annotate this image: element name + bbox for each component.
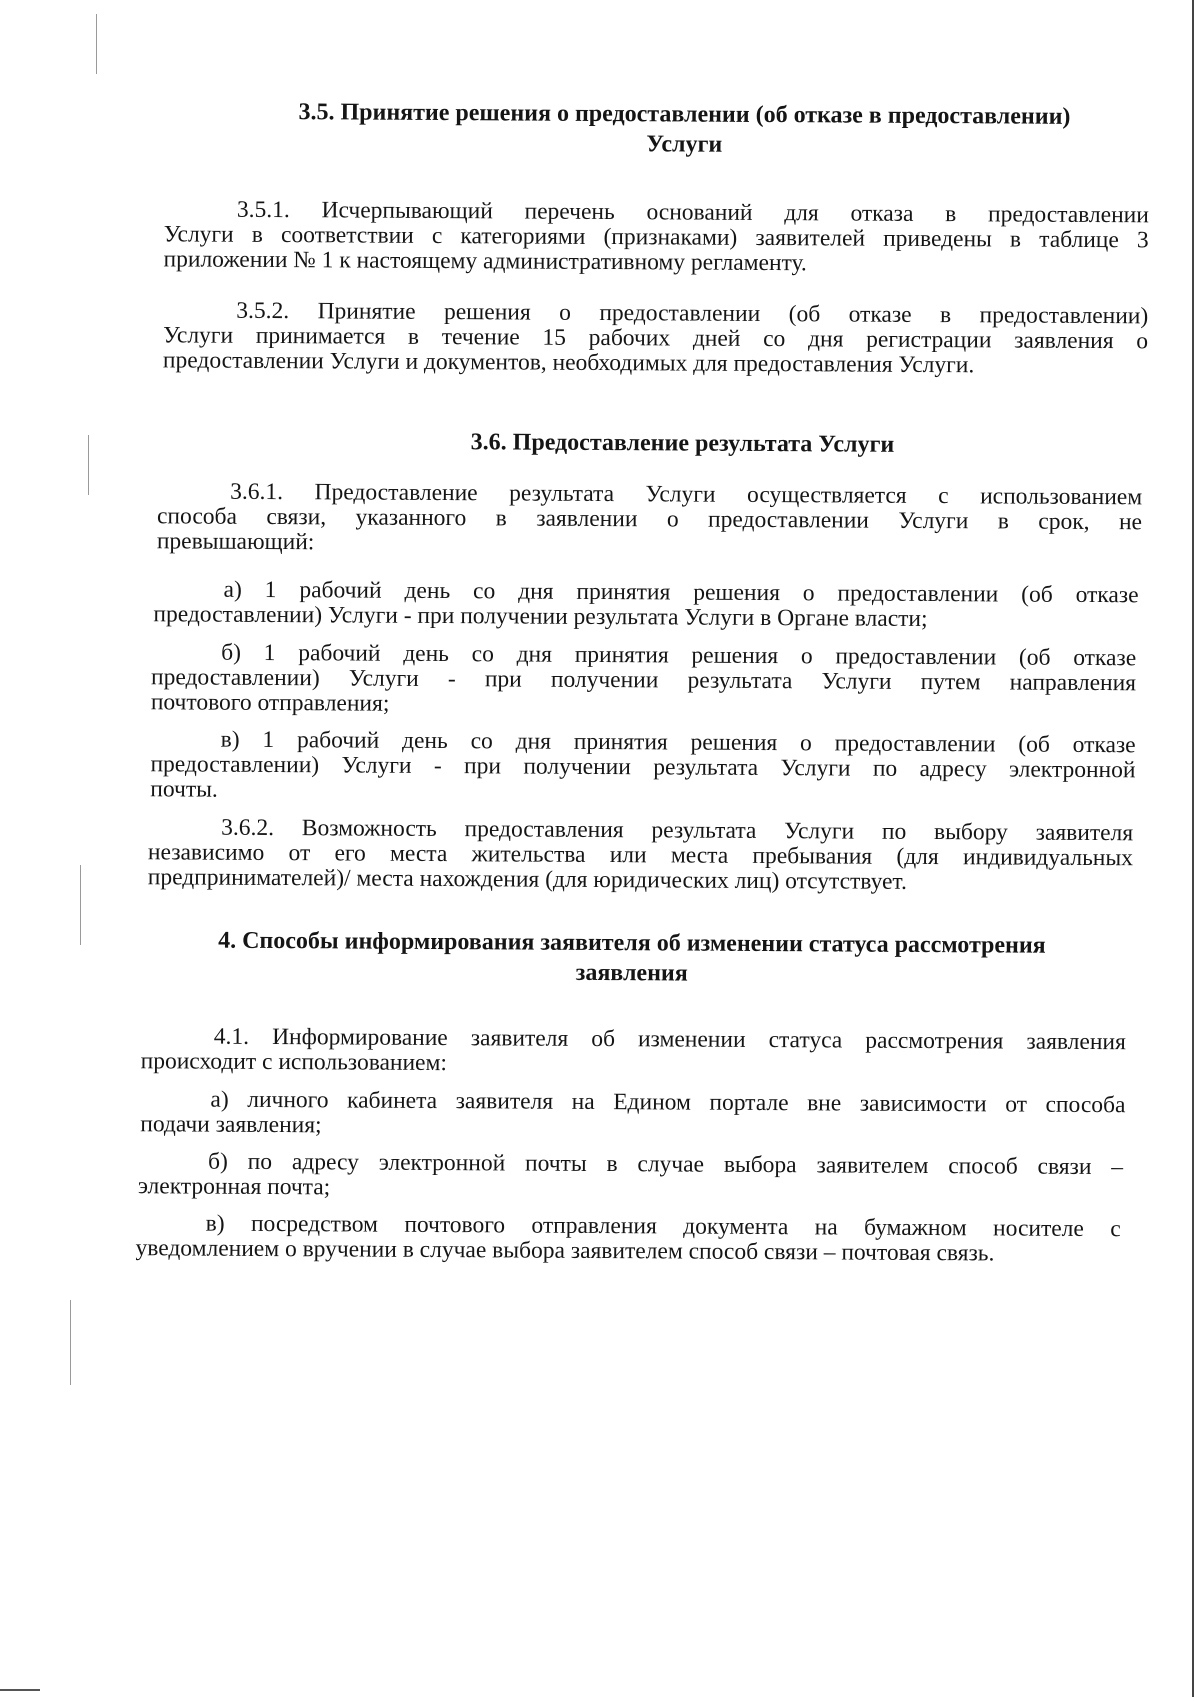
text-line: в) 1 рабочий день со дня принятия решения о предоставлении (об отказе xyxy=(220,726,1136,759)
text-line: уведомлением о вручении в случае выбора заявителем способ связи – почтовая связь. xyxy=(135,1235,995,1267)
text-line: электронная почта; xyxy=(137,1173,331,1201)
text-line: Услуги в соответствии с категориями (признаками) заявителей приведены в таблице 3 xyxy=(163,221,1149,254)
list-item-a xyxy=(153,577,1138,633)
heading-line: 3.6. Предоставление результата Услуги xyxy=(470,429,895,458)
text-line: предпринимателей)/ места нахождения (для юридических лиц) отсутствует. xyxy=(147,864,907,895)
text-line: Услуги принимается в течение 15 рабочих дней со дня регистрации заявления о xyxy=(163,322,1149,355)
section-3-6-heading xyxy=(232,426,1132,461)
text-line: б) по адресу электронной почты в случае выбора заявителем способ связи – xyxy=(207,1148,1124,1181)
text-line: независимо от его места жительства или места пребывания (для индивидуальных xyxy=(147,839,1134,872)
text-line: а) 1 рабочий день со дня принятия решения о предоставлении (об отказе xyxy=(223,576,1139,609)
text-line: способа связи, указанного в заявлении о предоставлении Услуги в срок, не xyxy=(156,503,1143,536)
text-line: 3.5.2. Принятие решения о предоставлении (об отказе в предоставлении) xyxy=(236,297,1149,330)
scan-mark xyxy=(70,1300,71,1385)
text-line: 3.6.2. Возможность предоставления результата Услуги по выбору заявителя xyxy=(221,814,1134,847)
text-line: почтового отправления; xyxy=(150,689,390,717)
list-item-b xyxy=(138,1149,1123,1205)
paragraph-3-5-2 xyxy=(163,298,1148,379)
heading-line: 4. Способы информирования заявителя об изменении статуса рассмотрения xyxy=(218,927,1046,959)
paragraph-4-1 xyxy=(141,1024,1126,1080)
text-line: 3.5.1. Исчерпывающий перечень оснований для отказа в предоставлении xyxy=(236,196,1149,229)
list-item-a xyxy=(140,1087,1125,1143)
text-line: в) посредством почтового отправления документа на бумажном носителе с xyxy=(205,1210,1121,1243)
paragraph-3-6-2 xyxy=(148,815,1133,896)
paragraph-3-5-1 xyxy=(164,197,1149,278)
text-line: происходит с использованием: xyxy=(140,1048,448,1077)
text-line: почты. xyxy=(150,776,218,803)
scan-mark xyxy=(96,14,97,74)
list-item-c xyxy=(135,1211,1120,1267)
text-line: предоставлении Услуги и документов, необходимых для предоставления Услуги. xyxy=(162,347,975,379)
heading-line: Услуги xyxy=(646,131,723,158)
scan-mark xyxy=(88,435,89,495)
list-item-b xyxy=(151,640,1136,721)
text-line: предоставлении) Услуги - при получении результата Услуги по адресу электронной xyxy=(150,751,1136,784)
list-item-c xyxy=(150,727,1135,808)
text-line: 3.6.1. Предоставление результата Услуги осуществляется с использованием xyxy=(230,478,1143,511)
text-line: превышающий: xyxy=(156,528,315,556)
text-line: б) 1 рабочий день со дня принятия решения о предоставлении (об отказе xyxy=(221,639,1137,672)
text-line: приложении № 1 к настоящему административному регламенту. xyxy=(163,246,807,277)
section-4-heading xyxy=(144,925,1119,991)
text-line: предоставлении) Услуги - при получении результата Услуги в Органе власти; xyxy=(153,601,928,632)
scan-bottom-line xyxy=(0,1689,40,1691)
scan-mark xyxy=(80,865,81,945)
text-line: подачи заявления; xyxy=(140,1111,322,1139)
heading-line: заявления xyxy=(575,959,688,987)
text-line: а) личного кабинета заявителя на Едином портале вне зависимости от способа xyxy=(210,1086,1126,1119)
scan-edge-line xyxy=(1192,0,1194,1697)
section-3-5-heading xyxy=(234,97,1134,162)
heading-line: 3.5. Принятие решения о предоставлении (об отказе в предоставлении) xyxy=(298,99,1071,130)
text-line: предоставлении) Услуги - при получении результата Услуги путем направления xyxy=(150,664,1137,697)
paragraph-3-6-1 xyxy=(157,479,1142,560)
text-line: 4.1. Информирование заявителя об изменении статуса рассмотрения заявления xyxy=(213,1023,1126,1056)
